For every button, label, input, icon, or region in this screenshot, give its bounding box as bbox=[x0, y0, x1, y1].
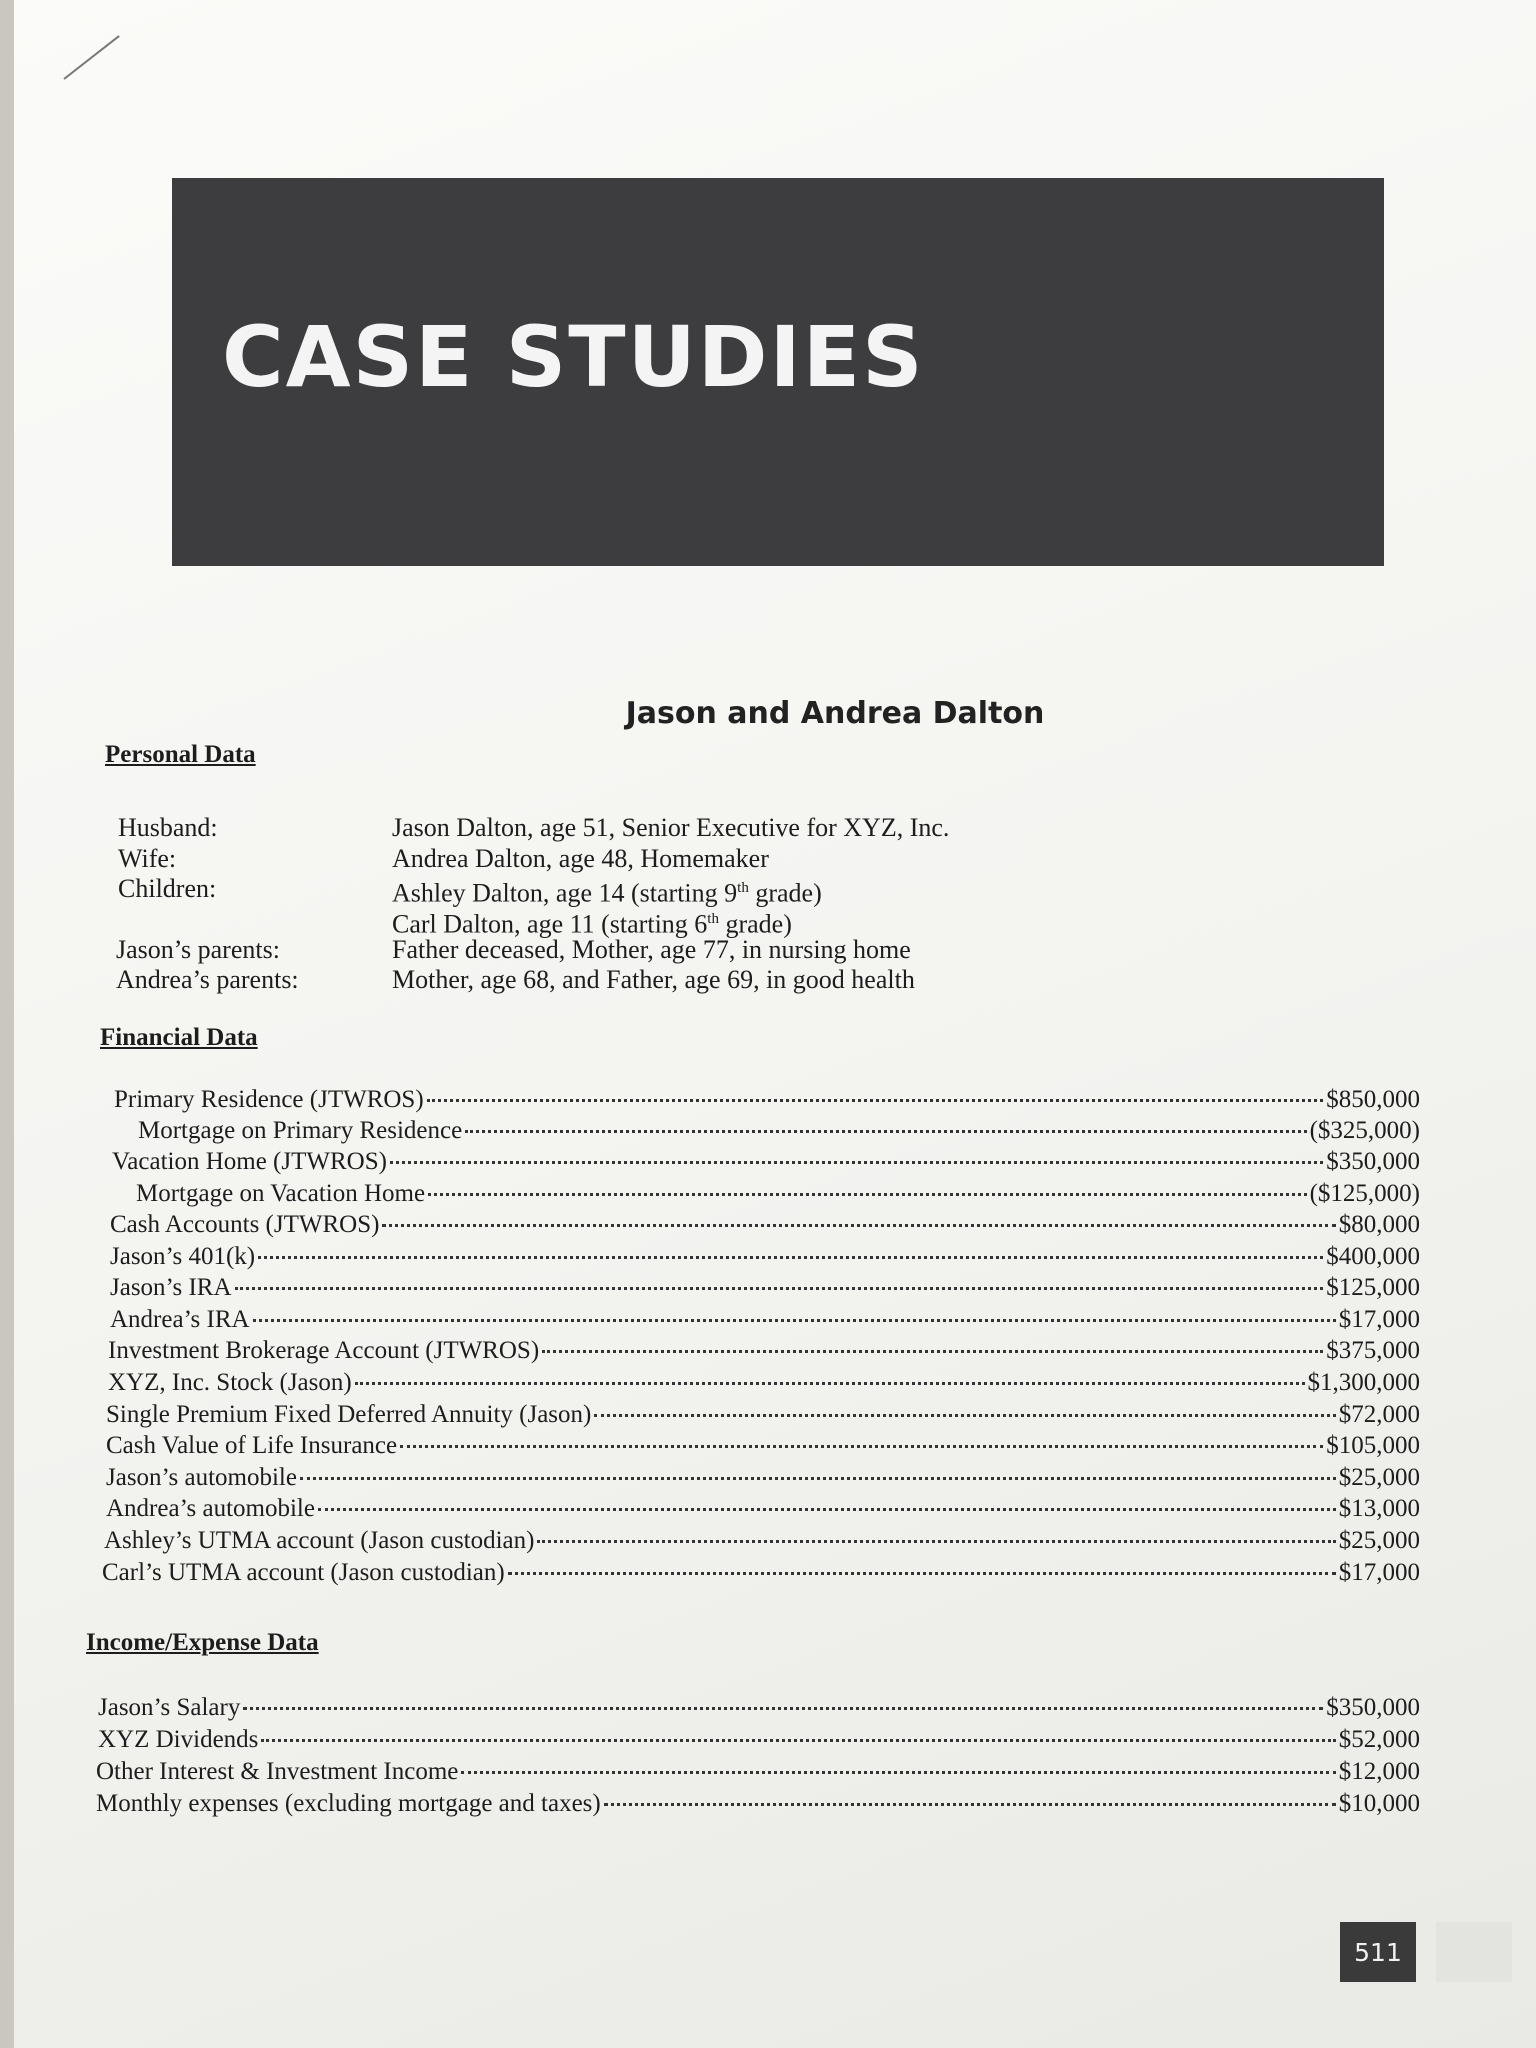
dot-leader bbox=[461, 1771, 1335, 1774]
dot-leader bbox=[508, 1572, 1336, 1575]
financial-amount: ($325,000) bbox=[1309, 1117, 1420, 1144]
income-row bbox=[98, 1726, 1420, 1757]
personal-label: Andrea’s parents: bbox=[116, 965, 299, 994]
financial-label: Carl’s UTMA account (Jason custodian) bbox=[102, 1559, 505, 1586]
financial-amount: $25,000 bbox=[1338, 1464, 1420, 1491]
income-label: Other Interest & Investment Income bbox=[96, 1758, 459, 1785]
financial-data-heading: Financial Data bbox=[100, 1024, 258, 1051]
banner-title: CASE STUDIES bbox=[222, 308, 925, 406]
dot-leader bbox=[400, 1445, 1323, 1448]
page-number: 511 bbox=[1340, 1922, 1416, 1982]
financial-amount: $13,000 bbox=[1338, 1495, 1420, 1522]
financial-row bbox=[138, 1117, 1420, 1148]
financial-row bbox=[106, 1464, 1420, 1495]
dot-leader bbox=[594, 1414, 1335, 1417]
financial-amount: $125,000 bbox=[1326, 1274, 1420, 1301]
financial-row bbox=[108, 1337, 1420, 1368]
personal-label: Wife: bbox=[118, 844, 177, 873]
income-amount: $350,000 bbox=[1326, 1694, 1420, 1721]
financial-amount: $25,000 bbox=[1338, 1527, 1420, 1554]
dot-leader bbox=[428, 1193, 1307, 1196]
financial-label: Andrea’s automobile bbox=[106, 1495, 315, 1522]
dot-leader bbox=[542, 1350, 1323, 1353]
financial-amount: $17,000 bbox=[1338, 1559, 1420, 1586]
financial-label: Cash Accounts (JTWROS) bbox=[110, 1211, 380, 1238]
financial-label: XYZ, Inc. Stock (Jason) bbox=[108, 1369, 352, 1396]
financial-label: Single Premium Fixed Deferred Annuity (Jason) bbox=[106, 1401, 592, 1428]
financial-amount: $17,000 bbox=[1338, 1306, 1420, 1333]
financial-row bbox=[104, 1527, 1420, 1558]
income-amount: $52,000 bbox=[1338, 1726, 1420, 1753]
financial-row bbox=[106, 1432, 1420, 1463]
personal-label: Children: bbox=[118, 874, 217, 903]
dot-leader bbox=[355, 1382, 1305, 1385]
dot-leader bbox=[258, 1256, 1323, 1259]
document-page bbox=[14, 0, 1536, 2048]
financial-label: Cash Value of Life Insurance bbox=[106, 1432, 398, 1459]
financial-amount: $1,300,000 bbox=[1307, 1369, 1420, 1396]
income-amount: $10,000 bbox=[1338, 1790, 1420, 1817]
income-label: Jason’s Salary bbox=[98, 1694, 241, 1721]
dot-leader bbox=[390, 1161, 1323, 1164]
financial-amount: $80,000 bbox=[1338, 1211, 1420, 1238]
dot-leader bbox=[604, 1803, 1336, 1806]
dot-leader bbox=[537, 1540, 1335, 1543]
personal-label: Husband: bbox=[118, 813, 218, 842]
financial-label: Vacation Home (JTWROS) bbox=[112, 1148, 387, 1175]
financial-label: Investment Brokerage Account (JTWROS) bbox=[108, 1337, 540, 1364]
dot-leader bbox=[300, 1477, 1336, 1480]
financial-row bbox=[106, 1495, 1420, 1526]
financial-amount: $400,000 bbox=[1326, 1243, 1420, 1270]
dot-leader bbox=[243, 1707, 1323, 1710]
financial-amount: $72,000 bbox=[1338, 1401, 1420, 1428]
income-row bbox=[98, 1694, 1420, 1725]
financial-row bbox=[110, 1274, 1420, 1305]
personal-label: Jason’s parents: bbox=[116, 935, 280, 964]
financial-amount: ($125,000) bbox=[1309, 1180, 1420, 1207]
financial-amount: $350,000 bbox=[1326, 1148, 1420, 1175]
financial-row bbox=[136, 1180, 1420, 1211]
financial-label: Jason’s IRA bbox=[110, 1274, 232, 1301]
financial-label: Primary Residence (JTWROS) bbox=[114, 1086, 424, 1113]
financial-label: Mortgage on Vacation Home bbox=[136, 1180, 426, 1207]
case-name: Jason and Andrea Dalton bbox=[625, 696, 1045, 731]
financial-label: Mortgage on Primary Residence bbox=[138, 1117, 463, 1144]
financial-amount: $375,000 bbox=[1326, 1337, 1420, 1364]
personal-value: Mother, age 68, and Father, age 69, in good health bbox=[392, 965, 915, 994]
dot-leader bbox=[235, 1287, 1324, 1290]
income-expense-heading: Income/Expense Data bbox=[86, 1629, 319, 1656]
income-label: XYZ Dividends bbox=[98, 1726, 259, 1753]
income-amount: $12,000 bbox=[1338, 1758, 1420, 1785]
page-number-shadow bbox=[1436, 1922, 1512, 1982]
financial-label: Jason’s automobile bbox=[106, 1464, 297, 1491]
dot-leader bbox=[465, 1130, 1306, 1133]
personal-value: Jason Dalton, age 51, Senior Executive for XYZ, Inc. bbox=[392, 813, 950, 842]
income-label: Monthly expenses (excluding mortgage and taxes) bbox=[96, 1790, 601, 1817]
financial-label: Andrea’s IRA bbox=[110, 1306, 250, 1333]
financial-label: Jason’s 401(k) bbox=[110, 1243, 256, 1270]
dot-leader bbox=[318, 1508, 1336, 1511]
personal-value: Carl Dalton, age 11 (starting 6th grade) bbox=[392, 909, 792, 939]
financial-row bbox=[110, 1306, 1420, 1337]
financial-row bbox=[108, 1369, 1420, 1400]
financial-amount: $105,000 bbox=[1326, 1432, 1420, 1459]
financial-row bbox=[106, 1401, 1420, 1432]
financial-label: Ashley’s UTMA account (Jason custodian) bbox=[104, 1527, 535, 1554]
financial-row bbox=[114, 1086, 1420, 1117]
financial-row bbox=[112, 1148, 1420, 1179]
dot-leader bbox=[427, 1099, 1324, 1102]
dot-leader bbox=[261, 1739, 1335, 1742]
income-row bbox=[96, 1790, 1420, 1821]
personal-data-heading: Personal Data bbox=[105, 741, 256, 768]
pencil-mark bbox=[63, 35, 119, 80]
personal-value: Father deceased, Mother, age 77, in nursing home bbox=[392, 935, 911, 964]
financial-row bbox=[102, 1559, 1420, 1590]
financial-row bbox=[110, 1243, 1420, 1274]
personal-value: Andrea Dalton, age 48, Homemaker bbox=[392, 844, 769, 873]
dot-leader bbox=[382, 1224, 1335, 1227]
dot-leader bbox=[253, 1319, 1336, 1322]
title-banner bbox=[172, 178, 1384, 566]
financial-amount: $850,000 bbox=[1326, 1086, 1420, 1113]
financial-row bbox=[110, 1211, 1420, 1242]
personal-value: Ashley Dalton, age 14 (starting 9th grade) bbox=[392, 878, 822, 908]
income-row bbox=[96, 1758, 1420, 1789]
